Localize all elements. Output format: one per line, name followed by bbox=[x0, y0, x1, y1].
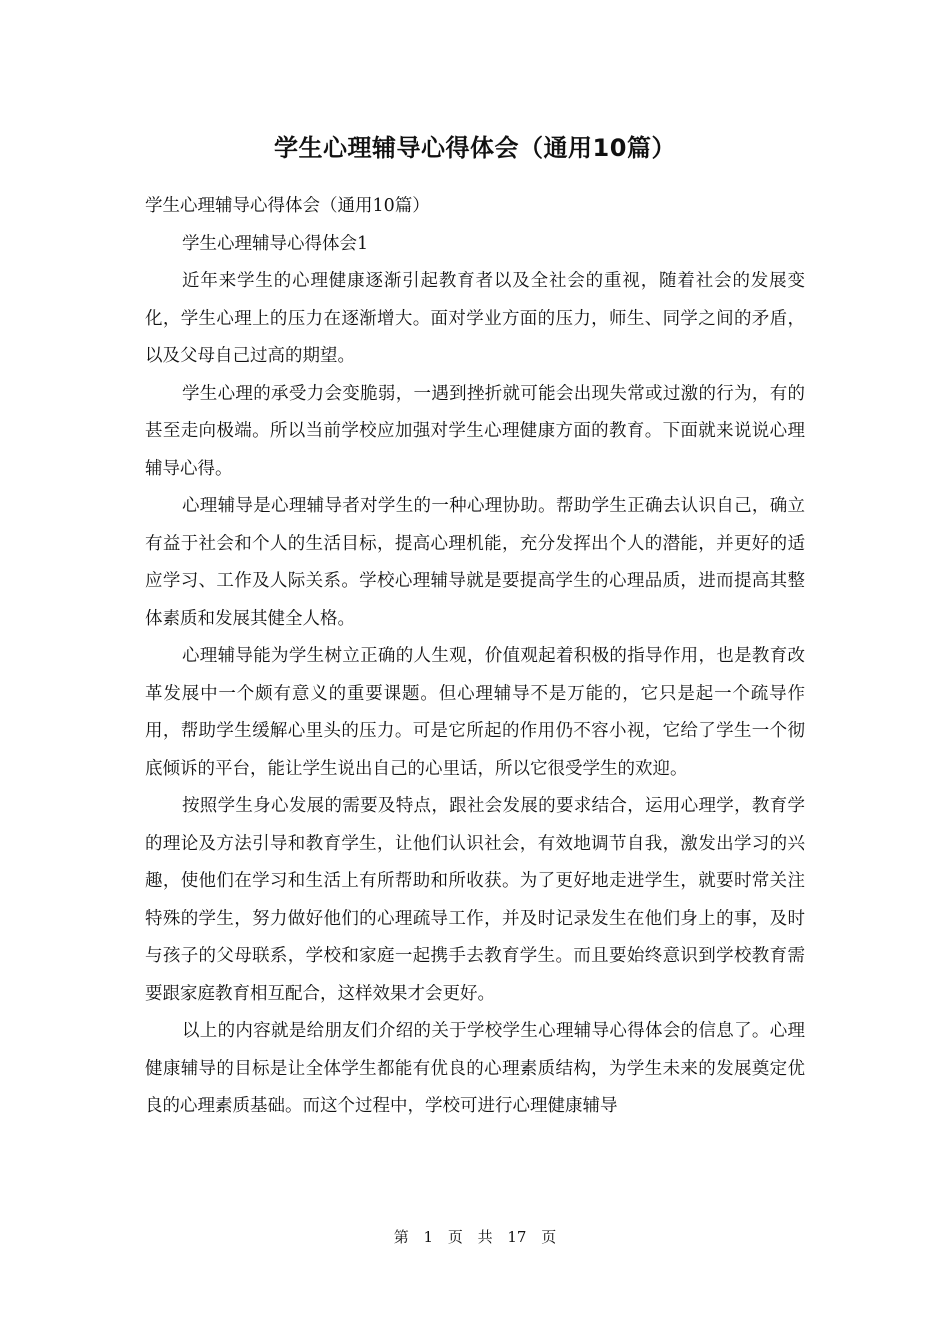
document-subtitle: 学生心理辅导心得体会（通用10篇） bbox=[145, 196, 430, 216]
paragraph: 心理辅导能为学生树立正确的人生观，价值观起着积极的指导作用，也是教育改革发展中一个颇有意义的重要课题。但心理辅导不是万能的，它只是起一个疏导作用，帮助学生缓解心里头的压力。可是它所起的作用仍不容小视，它给了学生一个彻底倾诉的平台，能让学生说出自己的心里话，所以它很受学生的欢迎。 bbox=[145, 646, 805, 779]
paragraph: 按照学生身心发展的需要及特点，跟社会发展的要求结合，运用心理学，教育学的理论及方法引导和教育学生，让他们认识社会，有效地调节自我，激发出学习的兴趣，使他们在学习和生活上有所帮助和所收获。为了更好地走进学生，就要时常关注特殊的学生，努力做好他们的心理疏导工作，并及时记录发生在他们身上的事，及时与孩子的父母联系，学校和家庭一起携手去教育学生。而且要始终意识到学校教育需要跟家庭教育相互配合，这样效果才会更好。 bbox=[145, 796, 805, 1004]
document-title: 学生心理辅导心得体会（通用10篇） bbox=[274, 134, 676, 162]
page-number-footer: 第 1 页 共 17 页 bbox=[393, 1228, 557, 1246]
paragraph: 近年来学生的心理健康逐渐引起教育者以及全社会的重视，随着社会的发展变化，学生心理上的压力在逐渐增大。面对学业方面的压力，师生、同学之间的矛盾，以及父母自己过高的期望。 bbox=[145, 271, 805, 366]
paragraph: 以上的内容就是给朋友们介绍的关于学校学生心理辅导心得体会的信息了。心理健康辅导的目标是让全体学生都能有优良的心理素质结构，为学生未来的发展奠定优良的心理素质基础。而这个过程中，学校可进行心理健康辅导 bbox=[145, 1021, 805, 1116]
paragraph: 心理辅导是心理辅导者对学生的一种心理协助。帮助学生正确去认识自己，确立有益于社会和个人的生活目标，提高心理机能，充分发挥出个人的潜能，并更好的适应学习、工作及人际关系。学校心理辅导就是要提高学生的心理品质，进而提高其整体素质和发展其健全人格。 bbox=[145, 496, 805, 629]
document-body bbox=[145, 188, 805, 1126]
section-heading: 学生心理辅导心得体会1 bbox=[182, 233, 369, 254]
paragraph: 学生心理的承受力会变脆弱，一遇到挫折就可能会出现失常或过激的行为，有的甚至走向极端。所以当前学校应加强对学生心理健康方面的教育。下面就来说说心理辅导心得。 bbox=[145, 383, 805, 479]
